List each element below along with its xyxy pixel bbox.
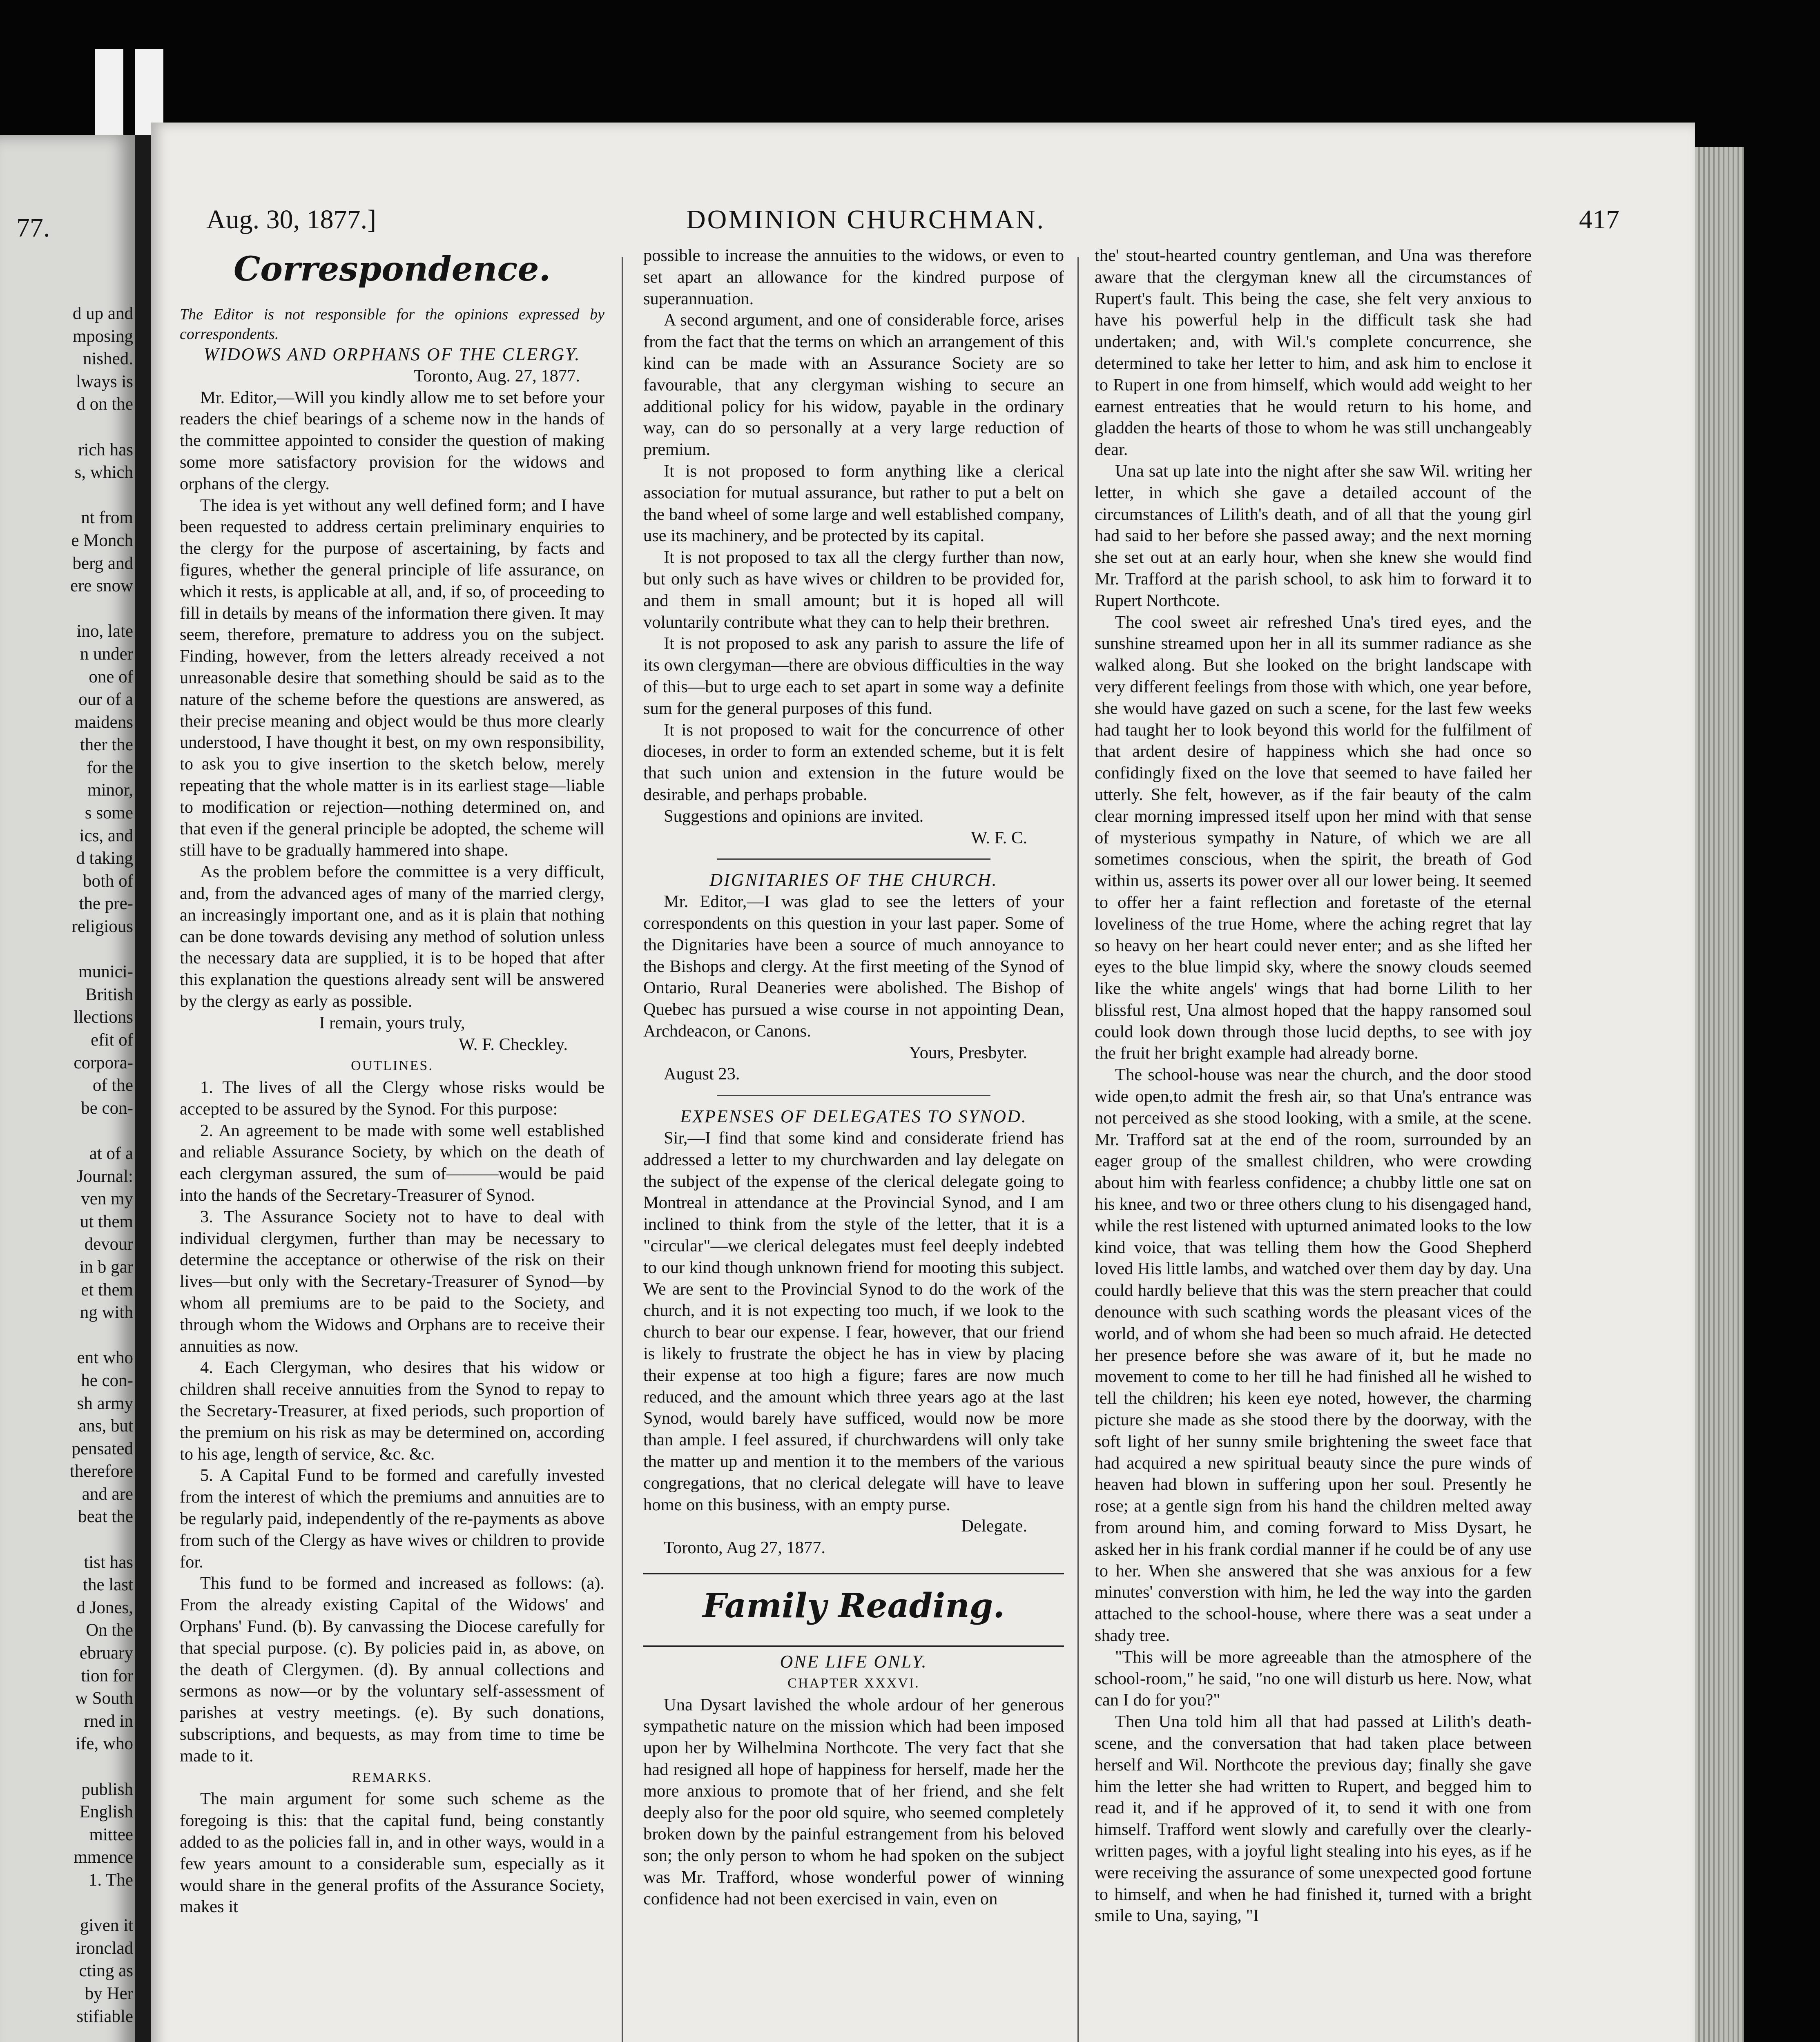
article-paragraph: possible to increase the annuities to the widows, or even to set apart an allowance for the kindred purpose of superannuation.: [643, 246, 1064, 308]
letter-signature: Delegate.: [961, 1516, 1027, 1536]
outline-item: 1. The lives of all the Clergy whose risks would be accepted to be assured by the Synod. For this purpose:: [180, 1078, 604, 1119]
remarks-heading: REMARKS.: [352, 1770, 433, 1785]
issue-date: Aug. 30, 1877.]: [206, 205, 377, 234]
page-number: 417: [1579, 205, 1619, 234]
article-paragraph: Sir,—I find that some kind and considerate friend has addressed a letter to my churchwarden and lay delegate on the subject of the expense of the clerical delegate going to Montreal in attendance at the Provincial Synod, and I am inclined to think from the style of the letter, that it is a "circular"—we clerical delegates must feel deeply indebted to our kind though unknown friend for mooting this subject. We are sent to the Provincial Synod to do the work of the church, and it is not expecting too much, if we look to the church to bear our expense. I fear, however, that our friend is likely to frustrate the object he has in view by placing their expense at too high a figure; fares are now much reduced, and the amount which three years ago at the last Synod, would barely have sufficed, would now be more than ample. I feel assured, if churchwardens will only take the matter up and mention it to the members of the various congregations, that no clerical delegate will have to leave home on this business, with an empty purse.: [643, 1128, 1064, 1514]
facing-page-text-fragments: d up and mposing nished. lways is d on the rich has s, which nt from e Monch berg and ere snow ino, late n under one of our of a maidens ther the for the minor, s some ics, and d taking both of the pre- religious munici- British llections efit of corpora- of the be con- at of a Journal: ven my ut them devour in b gar et them ng with ent who he con- sh army ans, but pensated therefore and are beat the tist has the last d Jones, On the ebruary tion for w South rned in ife, who publish English mittee mmence 1. The given it ironclad cting as by Her stifiable: [69, 304, 133, 2026]
article-paragraph: Suggestions and opinions are invited.: [664, 806, 924, 826]
outline-item: 2. An agreement to be made with some well established and reliable Assurance Society, by which on the death of each clergyman assured, the sum of———would be paid into the hands of the Secretary-Treasurer of Synod.: [180, 1121, 604, 1205]
story-paragraph: "This will be more agreeable than the atmosphere of the school-room," he said, "no one will disturb us here. Now, what can I do for you?": [1095, 1647, 1532, 1710]
section-divider: [717, 858, 990, 860]
outline-item: 4. Each Clergyman, who desires that his widow or children shall receive annuities from the Synod to repay to the Secretary-Treasurer, at fixed periods, such proportion of the premium on his risk as may be determined on, according to his age, length of service, &c. &c.: [180, 1358, 604, 1464]
article-paragraph: As the problem before the committee is a very difficult, and, from the advanced ages of many of the married clergy, an increasingly important one, and as it is plain that nothing can be done towards devising any method of solution unless the necessary data are supplied, it is to be hoped that after this explanation the questions already sent will be answered by the clergy as early as possible.: [180, 862, 604, 1011]
outline-item: 3. The Assurance Society not to have to deal with individual clergymen, further than may be necessary to determine the acceptance or otherwise of the risk on their lives—but only with the Secretary-Treasurer of Synod—by whom all premiums are to be paid to the Society, and through whom the Widows and Orphans are to receive their annuities as now.: [180, 1207, 604, 1356]
story-paragraph: Una Dysart lavished the whole ardour of her generous sympathetic nature on the mission which had been imposed upon her by Wilhelmina Northcote. The very fact that she had resigned all hope of happiness for herself, made her the more anxious to promote that of her friend, and she felt deeply also for the poor old squire, who seemed completely broken down by the painful estrangement from his beloved son; the only person to whom he had spoken on the subject was Mr. Trafford, whose wonderful power of winning confidence had not been exercised in vain, even on: [643, 1695, 1064, 1908]
outline-item: This fund to be formed and increased as follows: (a). From the already existing Capital of the Widows' and Orphans' Fund. (b). By canvassing the Diocese carefully for that special purpose. (c). By policies paid in, as above, on the death of Clergymen. (d). By annual collections and sermons as now—or by the voluntary self-assessment of parishes at vestry meetings. (e). By such donations, subscriptions, and bequests, as may from time to time be made to it.: [180, 1574, 604, 1766]
article-paragraph: Mr. Editor,—Will you kindly allow me to set before your readers the chief bearings of a scheme now in the hands of the committee appointed to consider the question of making some more satisfactory provision for the widows and orphans of the clergy.: [180, 388, 604, 493]
letter-signature: Yours, Presbyter.: [909, 1043, 1027, 1062]
article-title: DIGNITARIES OF THE CHURCH.: [709, 870, 998, 890]
column-right: [1095, 245, 1532, 1927]
letter-signature: W. F. Checkley.: [458, 1034, 568, 1054]
column-rule: [1077, 257, 1079, 2042]
page-stack-edge: [1695, 147, 1744, 2042]
column-middle: [643, 245, 1064, 1910]
letter-date: Toronto, Aug 27, 1877.: [664, 1538, 826, 1558]
facing-page-number: 77.: [16, 213, 50, 243]
story-paragraph: The cool sweet air refreshed Una's tired eyes, and the sunshine streamed upon her in all its summer radiance as she walked along. But she looked on the bright landscape with very different feelings from those with which, one year before, she would have gazed on such a scene, for the last few weeks had taught her to look beyond this world for the fulfilment of that ardent desire of happiness which she had once so confidingly fixed on the love that seemed to have failed her utterly. She felt, however, as if the fair beauty of the calm clear morning impressed itself upon her mind with that sense of mysterious sympathy in Nature, of which we are all sometimes conscious, when the spirit, the breath of God within us, asserts its power over all our lower being. It seemed to offer her a faint reflection and foretaste of the eternal loveliness of the true Home, where the aching regret that lay so heavy on her heart could never enter; and as she lifted her eyes to the blue limpid sky, where the snowy clouds seemed like the white angels' wings that had borne Lilith to her blissful rest, Una almost hoped that the happy ransomed soul could look down through those lucid depths, to see with joy the fruit her bright example had already borne.: [1095, 612, 1532, 1063]
article-dateline: Toronto, Aug. 27, 1877.: [414, 366, 580, 386]
section-title: Family Reading.: [703, 1586, 1005, 1626]
book-gutter: [135, 135, 151, 2042]
article-paragraph: It is not proposed to wait for the concurrence of other dioceses, in order to form an extended scheme, but it is felt that such union and extension in the future would be desirable, and perhaps probable.: [643, 720, 1064, 804]
article-title: EXPENSES OF DELEGATES TO SYNOD.: [680, 1106, 1027, 1127]
story-paragraph: the' stout-hearted country gentleman, and Una was therefore aware that the clergyman knew all the circumstances of Rupert's fault. This being the case, she felt very anxious to have his powerful help in the difficult task she had undertaken; and, with Wil.'s complete concurrence, she determined to take her letter to him, and ask him to enclose it to Rupert in one from himself, which would add weight to her earnest entreaties that he would return to his home, and gladden the hearts of those to whom he was still unchangeably dear.: [1095, 246, 1532, 459]
family-reading-banner: [643, 1573, 1064, 1647]
story-title: ONE LIFE ONLY.: [780, 1652, 928, 1672]
article-paragraph: It is not proposed to ask any parish to assure the life of its own clergyman—there are obvious difficulties in the way of this—but to urge each to set apart in some way a definite sum for the general purposes of this fund.: [643, 634, 1064, 718]
article-paragraph: Mr. Editor,—I was glad to see the letters of your correspondents on this question in your last paper. Some of the Dignitaries have been a source of much annoyance to the Bishops and clergy. At the first meeting of the Synod of Ontario, Rural Deaneries were abolished. The Bishop of Quebec has pursued a wise course in not appointing Dean, Archdeacon, or Canons.: [643, 892, 1064, 1041]
chapter-heading: CHAPTER XXXVI.: [787, 1675, 920, 1691]
masthead-title: DOMINION CHURCHMAN.: [686, 205, 1046, 234]
letter-signature: W. F. C.: [971, 828, 1027, 847]
remarks-paragraph: The main argument for some such scheme as the foregoing is this: that the capital fund, being constantly added to as the policies fall in, and in other ways, would in a few years amount to a considerable sum, especially as it would share in the general profits of the Assurance Society, makes it: [180, 1789, 604, 1917]
section-divider: [717, 1095, 990, 1096]
article-paragraph: A second argument, and one of considerable force, arises from the fact that the terms on which an arrangement of this kind can be made with an Assurance Society are so favourable, that any clergyman wishing to secure an additional policy for his widow, payable in the ordinary way, can do so personally at a very large reduction of premium.: [643, 310, 1064, 459]
article-paragraph: It is not proposed to form anything like a clerical association for mutual assurance, but rather to put a belt on the band wheel of some large and well established company, use its machinery, and be protected by its capital.: [643, 461, 1064, 546]
story-paragraph: The school-house was near the church, and the door stood wide open,to admit the fresh air, so that Una's entrance was not perceived as she stood looking, with a smile, at the scene. Mr. Trafford sat at the end of the room, surrounded by an eager group of the smallest children, who were crowding about him with fearless confidence; a chubby little one sat on his knee, and two or three others clung to his disengaged hand, while the rest listened with upturned animated looks to the low kind voice, that was telling them how the Good Shepherd loved His little lambs, and watched over them day by day. Una could hardly believe that this was the stern preacher that could denounce with such scathing words the pleasant vices of the world, and of whom she had been so much afraid. He detected her presence before she was aware of it, but he made no movement to come to her till he had finished all he wished to tell the children; his keen eye noted, however, the charming picture she made as she stood there by the doorway, with the soft light of her sunny smile brightening the sweet face that had acquired a new spiritual beauty since the pure winds of heaven had blown in suffering upon her soul. Presently he rose; at a gentle sign from his hand the children melted away from around him, and coming forward to Miss Dysart, he asked her in his frank cordial manner if he could be of any use to her. When she answered that she was anxious for a few minutes' converstion with him, he led the way into the garden attached to the school-house, where there was a seat under a shady tree.: [1095, 1065, 1532, 1645]
editor-note: The Editor is not responsible for the opinions expressed by correspondents.: [180, 306, 604, 343]
column-left: [180, 245, 604, 1918]
outlines-heading: OUTLINES.: [351, 1058, 433, 1074]
page-header: [151, 204, 1695, 249]
story-paragraph: Then Una told him all that had passed at Lilith's death-scene, and the conversation that had taken place between herself and Wil. Northcote the previous day; finally she gave him the letter she had written to Rupert, and begged him to read it, and if he approved of it, to send it with one from himself. Trafford went slowly and carefully over the clearly-written pages, with a joyful light stealing into his eyes, as if he were receiving the assurance of some unexpected good fortune to himself, and when he had finished it, turned with a bright smile to Una, saying, "I: [1095, 1712, 1532, 1926]
column-rule: [622, 257, 623, 2042]
newspaper-page: [151, 123, 1695, 2042]
letter-closing: I remain, yours truly,: [319, 1013, 465, 1032]
article-title: WIDOWS AND ORPHANS OF THE CLERGY.: [203, 344, 581, 364]
section-title: Correspondence.: [233, 250, 551, 289]
facing-page-edge: [0, 135, 135, 2042]
article-paragraph: The idea is yet without any well defined form; and I have been requested to address certain preliminary enquiries to the clergy for the purpose of ascertaining, by facts and figures, whether the general principle of life assurance, on which it rests, is applicable at all, and, if so, of proceeding to fill in details by means of the information there given. It may seem, therefore, premature to address you on the subject. Finding, however, from the letters already received a not unreasonable desire that something should be said as to the nature of the scheme before the questions are answered, as their precise meaning and object would be thus more clearly understood, I have thought it best, on my own responsibility, to ask you to give insertion to the sketch below, merely repeating that the whole matter is in its earliest stage—liable to modification or rejection—nothing determined on, and that even if the general principle be adopted, the scheme will still have to be gradually hammered into shape.: [180, 495, 604, 860]
story-paragraph: Una sat up late into the night after she saw Wil. writing her letter, in which she gave a detailed account of the circumstances of Lilith's death, and of all that the young girl had said to her before she passed away; and the next morning she set out at an early hour, when she knew she would find Mr. Trafford at the parish school, to ask him to forward it to Rupert Northcote.: [1095, 461, 1532, 610]
article-paragraph: It is not proposed to tax all the clergy further than now, but only such as have wives or children to be provided for, and them in small amount; but it is hoped all will voluntarily contribute what they can to help their brethren.: [643, 548, 1064, 632]
letter-date: August 23.: [664, 1064, 740, 1084]
outline-item: 5. A Capital Fund to be formed and carefully invested from the interest of which the premiums and annuities are to be regularly paid, independently of the re-payments as above from such of the Clergy as have wives or children to provide for.: [180, 1466, 604, 1572]
